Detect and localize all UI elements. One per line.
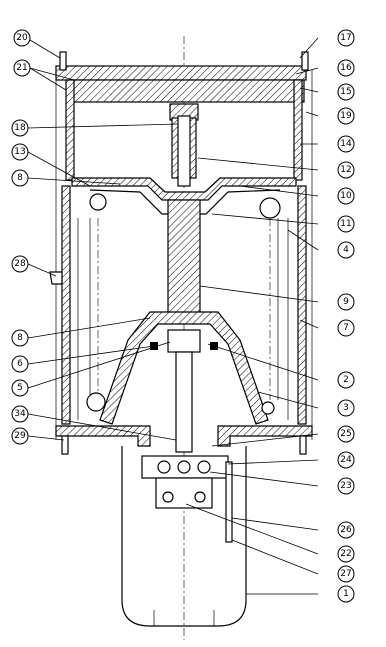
svg-text:34: 34 (14, 409, 26, 419)
svg-text:14: 14 (340, 139, 352, 149)
svg-text:7: 7 (343, 323, 349, 333)
callout-4 (338, 242, 354, 258)
callout-12 (338, 162, 354, 178)
svg-text:10: 10 (340, 191, 352, 201)
svg-text:29: 29 (14, 431, 26, 441)
callout-23 (338, 478, 354, 494)
upper-left-wall (66, 80, 74, 180)
callout-25 (338, 426, 354, 442)
left-seal-ring (90, 194, 106, 210)
callout-1 (338, 586, 354, 602)
bottom-right-seal (262, 402, 274, 414)
callout-26 (338, 522, 354, 538)
callout-15 (338, 84, 354, 100)
callout-20 (14, 30, 30, 46)
svg-text:15: 15 (340, 87, 352, 97)
svg-text:20: 20 (16, 33, 28, 43)
bottom-left-seal (87, 393, 105, 411)
svg-text:13: 13 (14, 147, 26, 157)
callout-24 (338, 452, 354, 468)
svg-text:25: 25 (340, 429, 352, 439)
top-cover-plate (56, 66, 306, 80)
svg-text:26: 26 (340, 525, 352, 535)
callout-8-upper (12, 170, 28, 186)
callout-6 (12, 356, 28, 372)
lower-stem (176, 352, 192, 452)
svg-text:16: 16 (340, 63, 352, 73)
left-tie-bolt-top (60, 52, 66, 70)
callout-2 (338, 372, 354, 388)
callout-7 (338, 320, 354, 336)
svg-text:2: 2 (343, 375, 349, 385)
callout-22 (338, 546, 354, 562)
main-stem (168, 200, 200, 318)
svg-text:12: 12 (340, 165, 352, 175)
callout-21 (14, 60, 30, 76)
callout-19 (338, 108, 354, 124)
lower-left-wall (62, 186, 70, 424)
callout-34 (12, 406, 28, 422)
svg-text:9: 9 (343, 297, 349, 307)
callout-3 (338, 400, 354, 416)
svg-text:5: 5 (17, 383, 23, 393)
callout-5 (12, 380, 28, 396)
svg-text:1: 1 (343, 589, 349, 599)
svg-text:8: 8 (17, 173, 23, 183)
stem-coupling (168, 330, 200, 352)
svg-text:23: 23 (340, 481, 352, 491)
svg-text:3: 3 (343, 403, 349, 413)
svg-text:24: 24 (340, 455, 352, 465)
svg-text:22: 22 (340, 549, 352, 559)
callout-9 (338, 294, 354, 310)
callout-13 (12, 144, 28, 160)
callout-18 (12, 120, 28, 136)
upper-right-wall (294, 80, 302, 180)
svg-text:19: 19 (340, 111, 352, 121)
svg-text:8: 8 (17, 333, 23, 343)
svg-text:18: 18 (14, 123, 26, 133)
svg-text:11: 11 (340, 219, 352, 229)
svg-text:17: 17 (340, 33, 352, 43)
svg-text:27: 27 (340, 569, 352, 579)
svg-text:4: 4 (343, 245, 349, 255)
svg-text:6: 6 (17, 359, 23, 369)
callout-8-lower (12, 330, 28, 346)
callout-11 (338, 216, 354, 232)
right-seal-ring (260, 198, 280, 218)
callout-28 (12, 256, 28, 272)
callout-27 (338, 566, 354, 582)
callout-10 (338, 188, 354, 204)
upper-piston-block (72, 80, 304, 102)
callout-29 (12, 428, 28, 444)
svg-text:21: 21 (16, 63, 28, 73)
callout-16 (338, 60, 354, 76)
lower-right-wall (298, 186, 306, 424)
callout-14 (338, 136, 354, 152)
base-plate (56, 426, 150, 446)
svg-text:28: 28 (14, 259, 26, 269)
callout-17 (338, 30, 354, 46)
